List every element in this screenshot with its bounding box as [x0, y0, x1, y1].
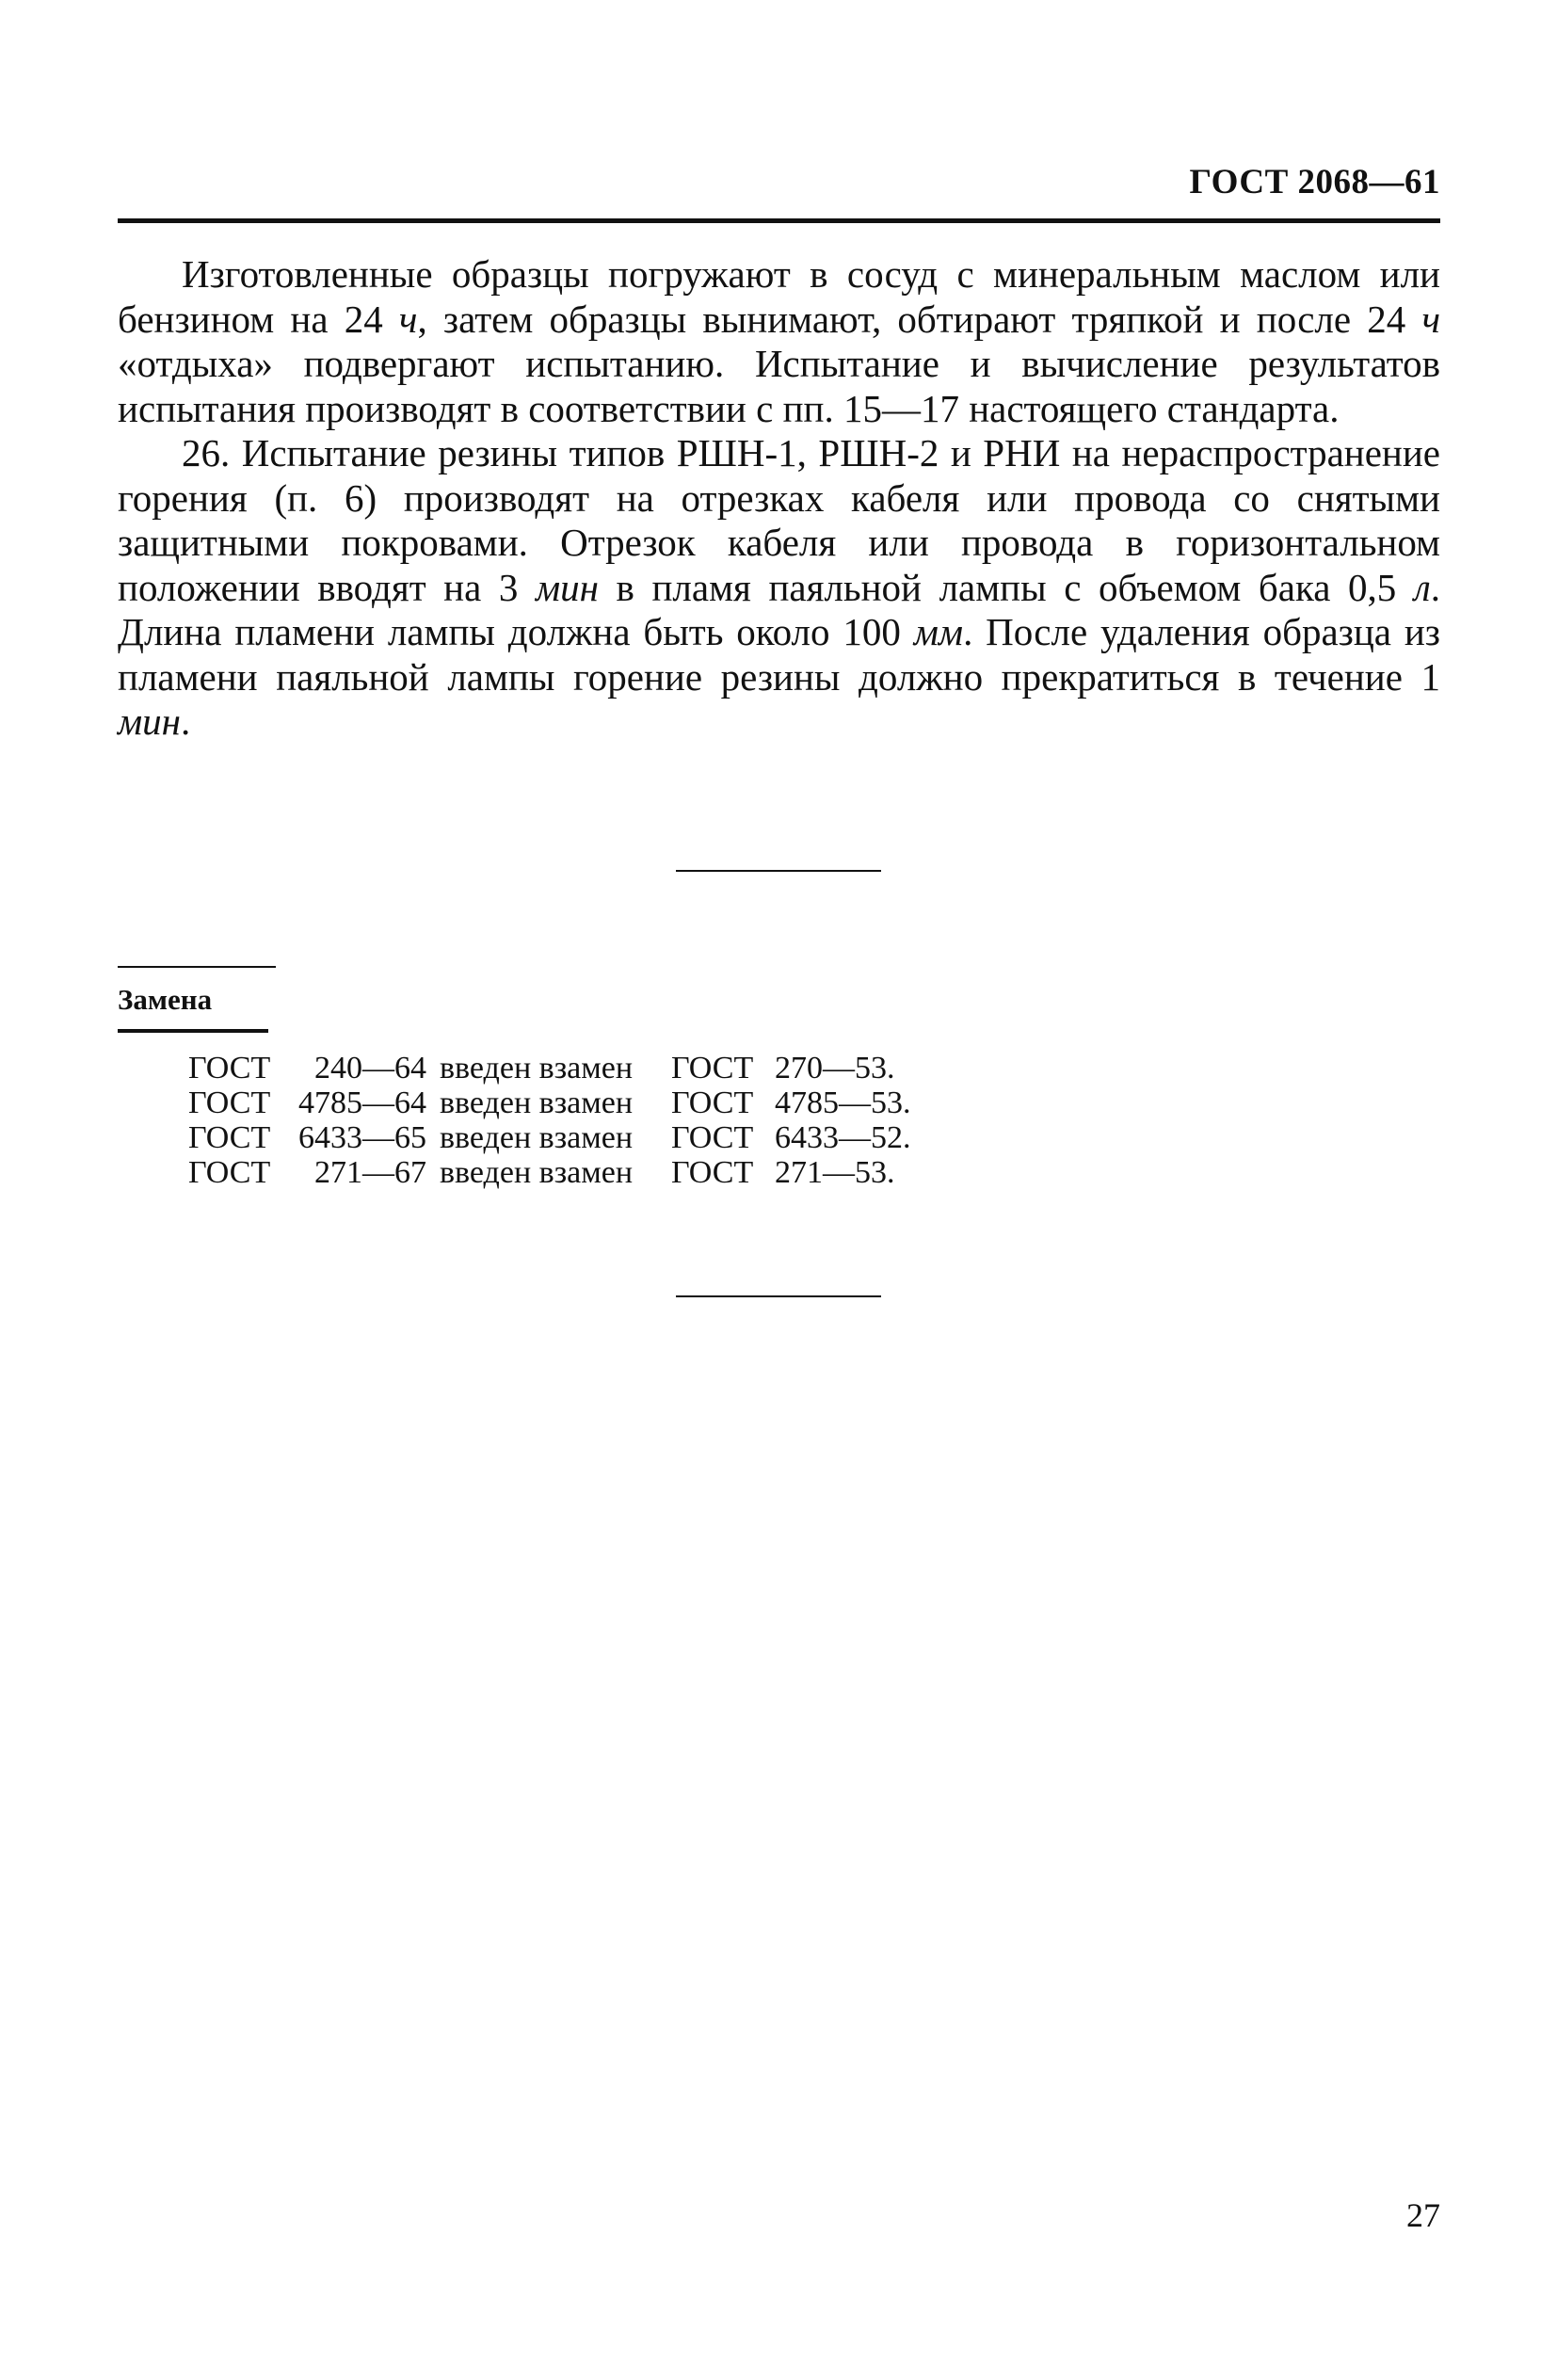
new-standard-number: 271—67	[314, 1155, 426, 1190]
replacements-rule-top	[118, 966, 276, 968]
new-standard-number: 4785—64	[298, 1085, 426, 1120]
replacement-row	[188, 1120, 911, 1155]
text-run: 26. Испытание резины типов РШН-1, РШН-2 и РНИ на нераспространение горения (п. 6) производят на отрезках кабеля или провода со снятыми защитными покровами. Отрезок кабеля или провода в горизонтальном положении вводят на 3	[118, 431, 1440, 609]
text-run: .	[181, 700, 191, 743]
standard-prefix: ГОСТ	[188, 1155, 271, 1190]
standard-prefix: ГОСТ	[671, 1085, 754, 1120]
standard-prefix: ГОСТ	[188, 1085, 271, 1120]
text-run: . Длина пламени лампы должна быть около 100	[118, 565, 1440, 653]
replacement-phrase: введен взамен	[440, 1155, 634, 1190]
replacement-row	[188, 1051, 911, 1085]
standard-prefix: ГОСТ	[188, 1120, 271, 1155]
text-run: в пламя паяльной лампы с объемом бака 0,5	[598, 565, 1414, 609]
unit-millimeters: мм	[913, 610, 964, 653]
document-code: ГОСТ 2068—61	[1189, 163, 1440, 201]
standard-prefix: ГОСТ	[671, 1155, 754, 1190]
new-standard-number: 240—64	[314, 1051, 426, 1085]
standard-prefix: ГОСТ	[671, 1120, 754, 1155]
replacement-phrase: введен взамен	[440, 1051, 634, 1085]
replacement-phrase: введен взамен	[440, 1085, 634, 1120]
unit-minutes: мин	[535, 565, 599, 609]
text-run: , затем образцы вынимают, обтирают тряпкой и после 24	[417, 297, 1422, 341]
unit-hours: ч	[1421, 297, 1441, 341]
replacements-block	[118, 966, 1440, 1033]
old-standard-number: 4785—53.	[775, 1085, 911, 1120]
paragraph-26-flame-test	[118, 431, 1440, 745]
text-run: Изготовленные образцы погружают в сосуд с минеральным маслом или бензином на 24	[118, 252, 1440, 341]
standard-prefix: ГОСТ	[671, 1051, 754, 1085]
header-rule	[118, 218, 1440, 223]
unit-minutes: мин	[118, 700, 182, 743]
standard-prefix: ГОСТ	[188, 1051, 271, 1085]
page-header	[118, 162, 1440, 228]
replacements-rule-bottom	[118, 1029, 268, 1033]
new-standard-number: 6433—65	[298, 1120, 426, 1155]
replacement-row	[188, 1155, 911, 1190]
body-text	[118, 252, 1440, 745]
old-standard-number: 270—53.	[775, 1051, 895, 1085]
page-number: 27	[1406, 2196, 1440, 2234]
old-standard-number: 271—53.	[775, 1155, 895, 1190]
section-separator	[676, 1295, 881, 1297]
text-run: . После удаления образца из пламени паяльной лампы горение резины должно прекратиться в течение 1	[118, 610, 1440, 699]
text-run: «отдыха» подвергают испытанию. Испытание и вычисление результатов испытания производят в соответствии с пп. 15—17 настоящего стандарта.	[118, 342, 1440, 430]
replacement-row	[188, 1085, 911, 1120]
unit-liters: л	[1413, 565, 1431, 609]
paragraph-samples-test	[118, 252, 1440, 431]
section-separator	[676, 870, 881, 872]
old-standard-number: 6433—52.	[775, 1120, 911, 1155]
unit-hours: ч	[398, 297, 418, 341]
replacements-heading: Замена	[118, 983, 213, 1016]
replacements-list	[188, 1051, 911, 1190]
replacement-phrase: введен взамен	[440, 1120, 634, 1155]
